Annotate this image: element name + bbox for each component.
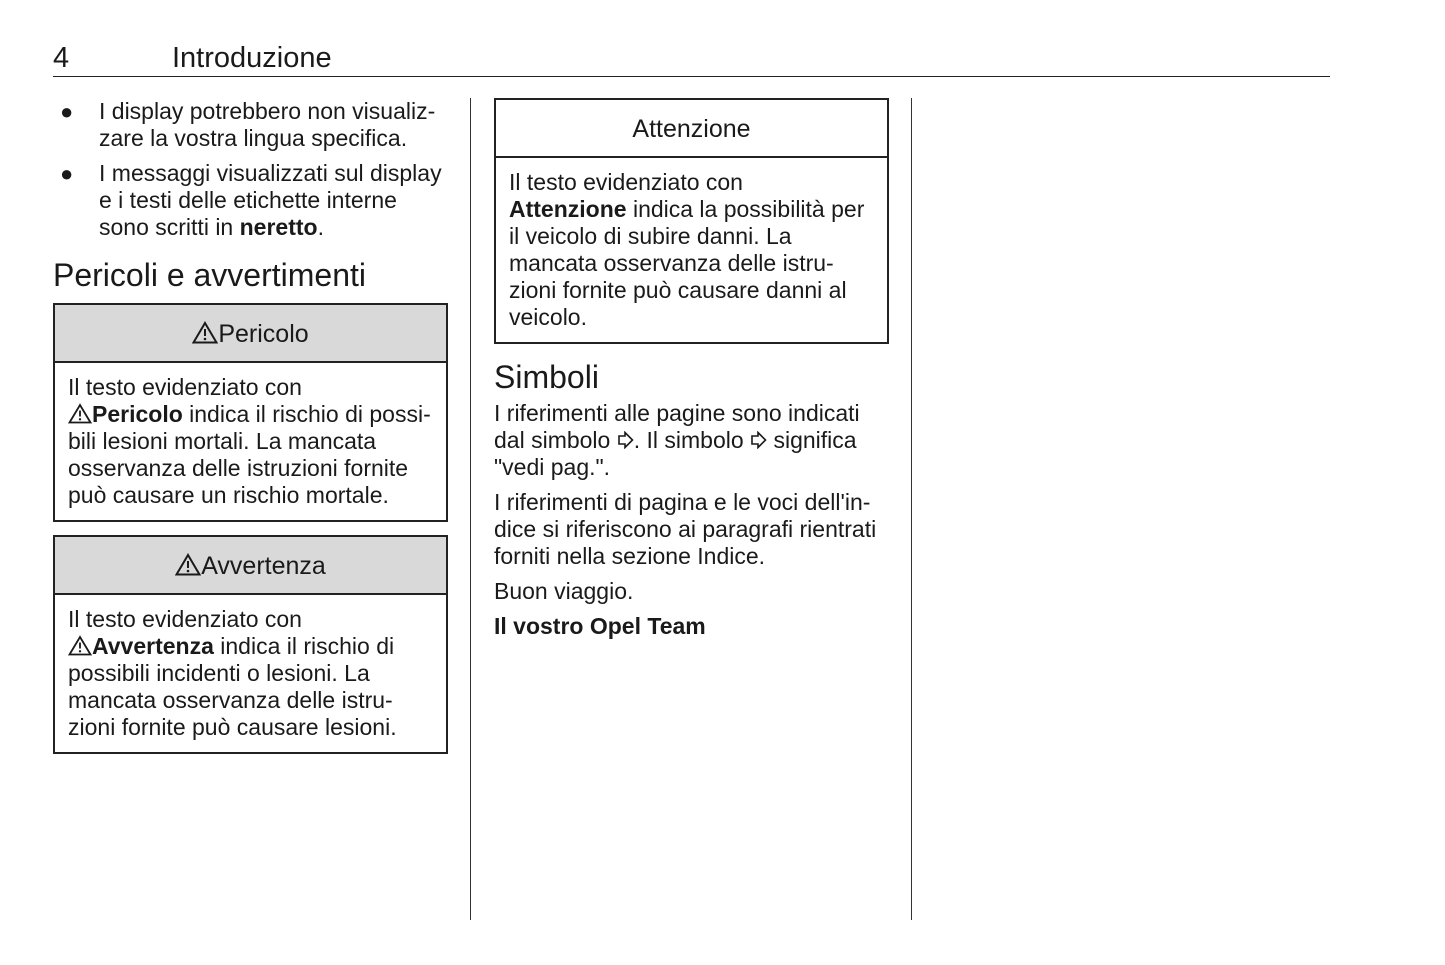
bold-term: neretto [239, 214, 318, 240]
warning-triangle-icon [68, 403, 92, 424]
avvertenza-box-body: Il testo evidenziato con Avvertenza indica il rischio di possibili incidenti o lesioni. La mancata osservanza delle istru-zioni fornite può causare lesioni. [68, 606, 397, 740]
avvertenza-box [53, 535, 448, 754]
paragraph: I riferimenti di pagina e le voci dell'in-dice si riferiscono ai paragrafi rientrati forniti nella sezione Indice. [494, 489, 877, 569]
left-column [53, 98, 448, 767]
bold-term: Attenzione [509, 196, 627, 222]
list-item: ● I display potrebbero non visualiz-zare la vostra lingua specifica. [60, 98, 436, 151]
column-divider-left [470, 98, 471, 920]
pericolo-box-title: Pericolo [55, 305, 446, 363]
column-divider-right [911, 98, 912, 920]
list-item: ● I messaggi visualizzati sul display e i testi delle etichette interne sono scritti in neretto. [60, 160, 442, 240]
paragraph: I riferimenti alle pagine sono indicati dal simbolo . Il simbolo significa "vedi pag.". [494, 400, 860, 480]
paragraph: Buon viaggio. [494, 578, 634, 604]
page-reference-arrow-icon [617, 431, 634, 449]
pericolo-box [53, 303, 448, 522]
section-title: Introduzione [172, 42, 332, 74]
page-reference-arrow-icon [750, 431, 767, 449]
bullet-icon: ● [60, 161, 74, 186]
section-heading: Simboli [494, 359, 599, 395]
bold-term: Avvertenza [92, 633, 214, 659]
bullet-list [53, 98, 448, 241]
signature: Il vostro Opel Team [494, 613, 706, 639]
attenzione-box [494, 98, 889, 344]
avvertenza-box-title: Avvertenza [55, 537, 446, 595]
warning-triangle-icon [192, 321, 218, 344]
attenzione-box-title: Attenzione [496, 100, 887, 158]
page-number: 4 [53, 42, 70, 74]
pericolo-box-body: Il testo evidenziato con Pericolo indica il rischio di possi-bili lesioni mortali. La mancata osservanza delle istruzioni fornite può causare un rischio mortale. [68, 374, 431, 508]
bold-term: Pericolo [92, 401, 183, 427]
middle-column [494, 98, 889, 648]
bullet-icon: ● [60, 99, 74, 124]
warning-triangle-icon [175, 553, 201, 576]
page-header [53, 40, 1330, 77]
warning-triangle-icon [68, 635, 92, 656]
section-heading: Pericoli e avvertimenti [53, 257, 366, 293]
attenzione-box-body: Il testo evidenziato con Attenzione indica la possibilità per il veicolo di subire danni. La mancata osservanza delle istru-zioni fornite può causare danni al veicolo. [509, 169, 865, 330]
